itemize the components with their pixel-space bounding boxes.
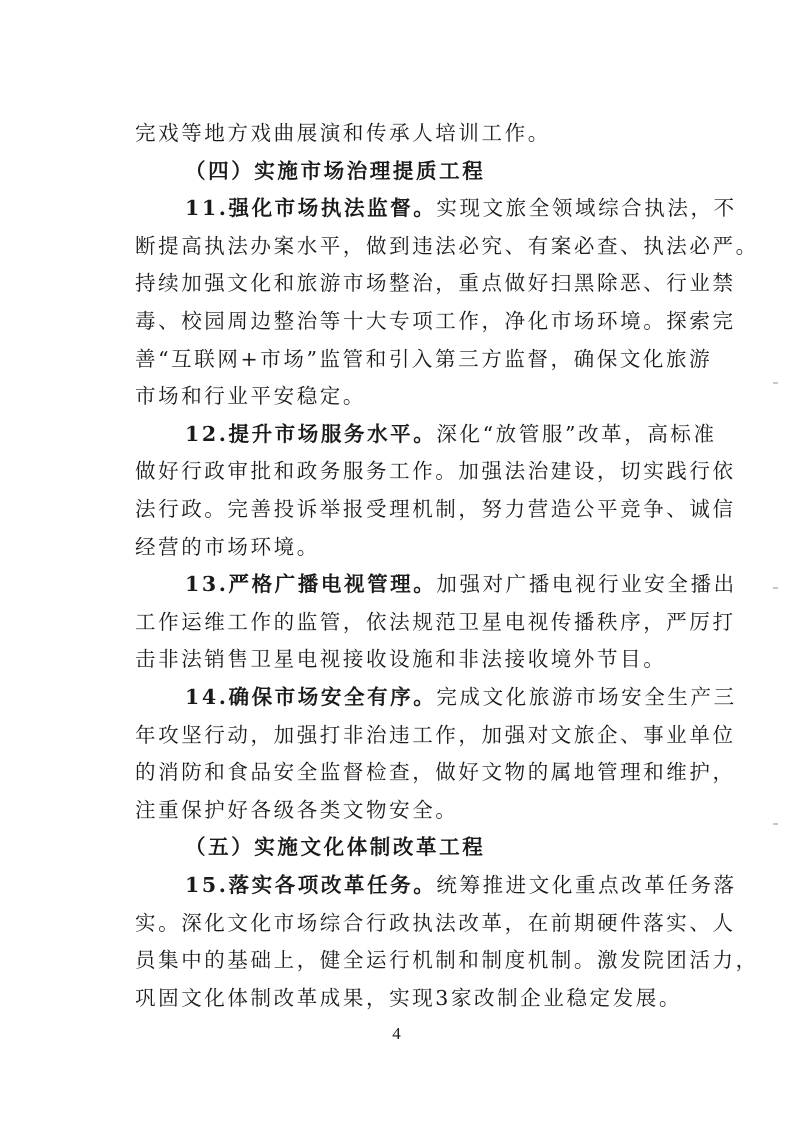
line-text: 员集中的基础上，健全运行机制和制度机制。激发院团活力， [135, 948, 759, 973]
paragraph-line [135, 345, 712, 373]
paragraph-line [135, 796, 458, 824]
line-text: 年攻坚行动，加强打非治违工作，加强对文旅企、事业单位 [135, 722, 736, 747]
paragraph-line [135, 533, 320, 561]
paragraph-line [135, 382, 366, 410]
paragraph-line [135, 645, 666, 673]
paragraph-line [135, 984, 682, 1012]
paragraph-line [135, 909, 736, 937]
paragraph-line [185, 570, 737, 598]
paragraph-line [185, 871, 737, 899]
line-text: 工作运维工作的监管，依法规范卫星电视传播秩序，严厉打 [135, 609, 736, 634]
heading-text: （四）实施市场治理提质工程 [185, 158, 486, 183]
line-text: 完戏等地方戏曲展演和传承人培训工作。 [135, 121, 551, 145]
paragraph-line [135, 608, 736, 636]
line-text: 完成文化旅游市场安全生产三 [436, 685, 737, 709]
paragraph-line [135, 495, 736, 523]
line-text: 善“互联网+市场”监管和引入第三方监督，确保文化旅游 [135, 346, 713, 371]
line-text: 巩固文化体制改革成果，实现3家改制企业稳定发展。 [135, 985, 682, 1010]
paragraph-line [135, 119, 551, 147]
paragraph-line [135, 758, 736, 786]
line-text: 法行政。完善投诉举报受理机制，努力营造公平竞争、诚信 [135, 497, 736, 521]
line-text: 加强对广播电视行业安全播出 [436, 572, 737, 597]
paragraph-line [135, 721, 736, 749]
line-text: 做好行政审批和政务服务工作。加强法治建设，切实践行依 [135, 459, 736, 484]
item-title: 12.提升市场服务水平。 [185, 421, 437, 446]
line-text: 注重保护好各级各类文物安全。 [135, 797, 459, 822]
line-text: 深化“放管服”改革，高标准 [436, 421, 717, 446]
section-heading-5 [185, 833, 485, 861]
paragraph-line [135, 946, 759, 974]
line-text: 断提高执法办案水平，做到违法必究、有案必查、执法必严。 [135, 233, 759, 258]
line-text: 经营的市场环境。 [135, 534, 320, 559]
item-title: 15.落实各项改革任务。 [185, 873, 437, 897]
line-text: 的消防和食品安全监督检查，做好文物的属地管理和维护， [135, 760, 736, 785]
line-text: 实现文旅全领域综合执法，不 [436, 196, 737, 221]
margin-mark [773, 823, 778, 825]
paragraph-line [135, 457, 736, 485]
line-text: 市场和行业平安稳定。 [135, 384, 366, 409]
item-title: 13.严格广播电视管理。 [185, 572, 437, 597]
margin-mark [773, 382, 778, 384]
section-heading-4 [185, 157, 485, 185]
paragraph-line [135, 307, 736, 335]
item-title: 14.确保市场安全有序。 [185, 685, 437, 709]
page-number: 4 [392, 1024, 401, 1043]
item-title: 11.强化市场执法监督。 [185, 196, 437, 221]
paragraph-line [135, 232, 759, 260]
line-text: 实。深化文化市场综合行政执法改革，在前期硬件落实、人 [135, 910, 736, 935]
paragraph-line [185, 683, 737, 711]
line-text: 击非法销售卫星电视接收设施和非法接收境外节目。 [135, 647, 667, 672]
line-text: 统筹推进文化重点改革任务落 [436, 873, 737, 897]
heading-text: （五）实施文化体制改革工程 [185, 835, 486, 860]
line-text: 毒、校园周边整治等十大专项工作，净化市场环境。探索完 [135, 309, 736, 333]
margin-mark [773, 587, 778, 589]
paragraph-line [185, 194, 737, 222]
paragraph-line [135, 269, 736, 297]
paragraph-line [185, 420, 717, 448]
line-text: 持续加强文化和旅游市场整治，重点做好扫黑除恶、行业禁 [135, 271, 736, 296]
